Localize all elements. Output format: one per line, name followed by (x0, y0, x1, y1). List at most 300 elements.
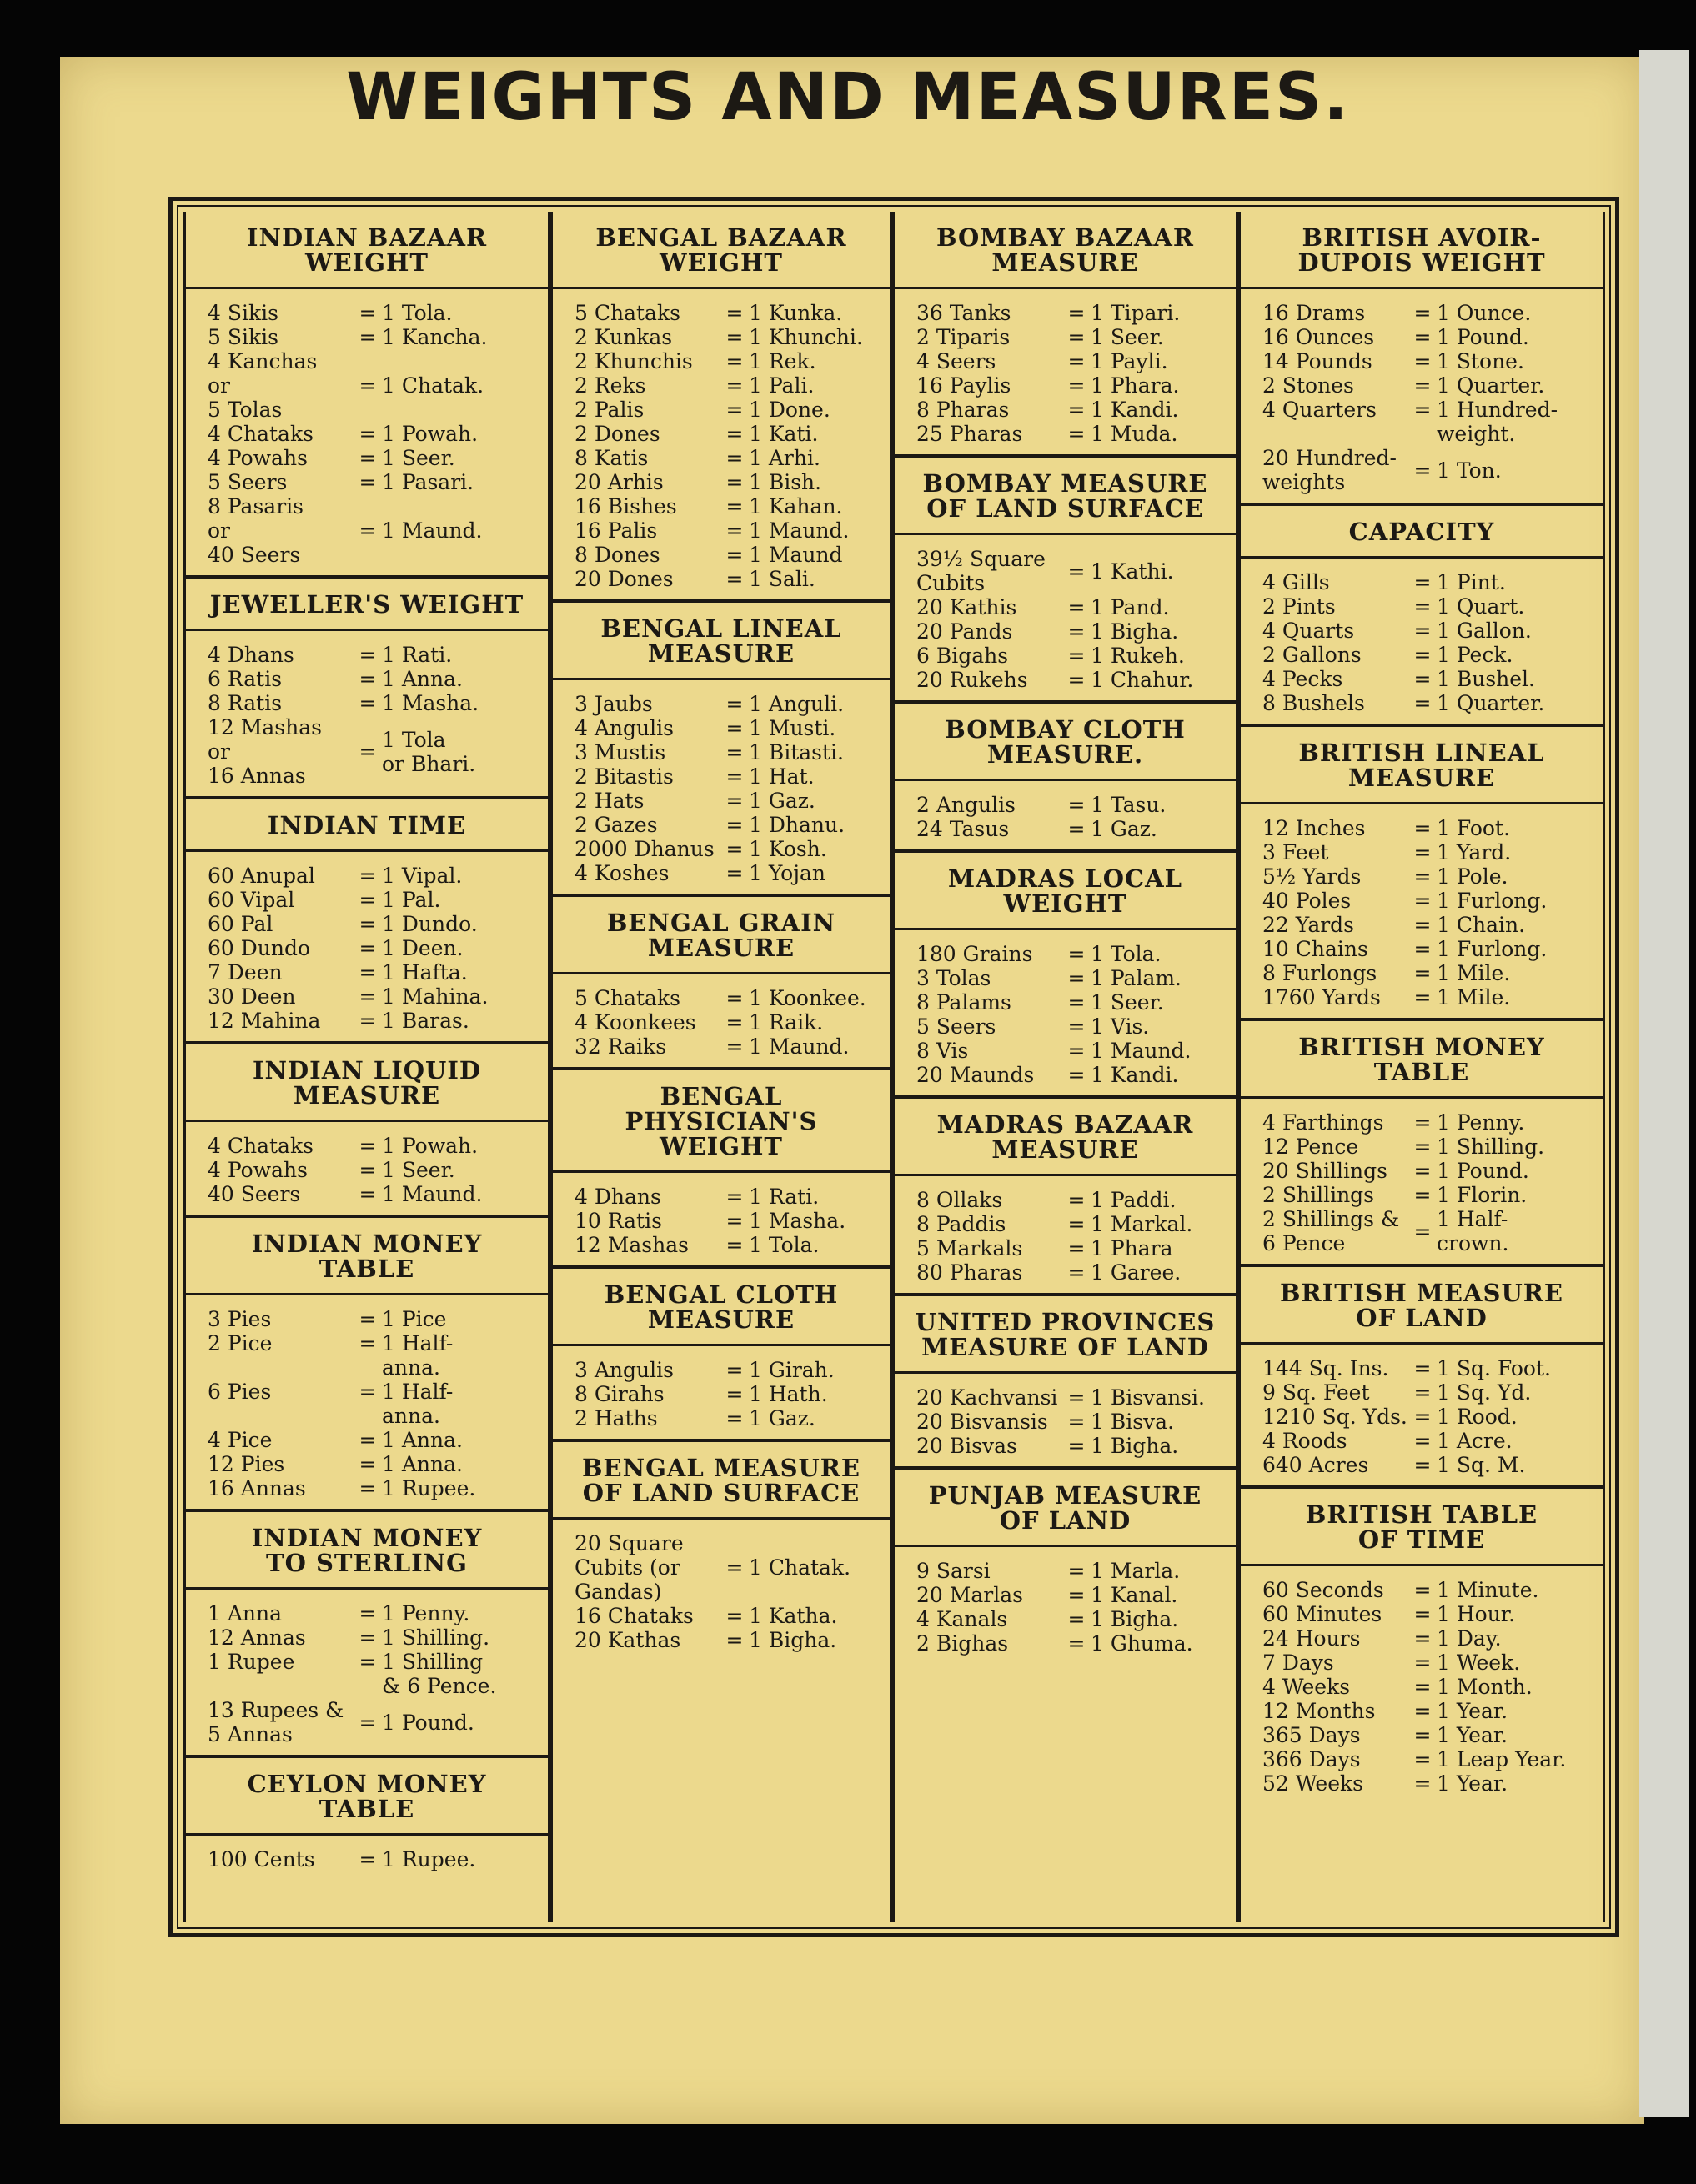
conversion-row (916, 817, 1227, 841)
section-title: BENGAL GRAIN MEASURE (553, 897, 890, 974)
unit-to: 1 Kandi. (1091, 398, 1179, 422)
unit-to: 1 Sq. M. (1437, 1453, 1526, 1477)
equals-sign: = (1067, 559, 1086, 584)
unit-from: 4 Chataks (208, 1134, 314, 1158)
unit-to: 1 Rupee. (382, 1847, 476, 1871)
unit-to: 1 Phara (1091, 1236, 1173, 1260)
section-title: MADRAS LOCAL WEIGHT (895, 853, 1236, 930)
conversion-row (1262, 985, 1594, 1009)
unit-from: 20 Pands (916, 619, 1013, 644)
unit-to: 1 Dhanu. (749, 813, 845, 837)
equals-sign: = (1413, 1159, 1432, 1183)
unit-to: 1 Quarter. (1437, 373, 1545, 398)
equals-sign: = (725, 446, 744, 470)
unit-to: 1 Year. (1437, 1723, 1508, 1747)
conversion-row (575, 1010, 881, 1034)
unit-to: 1 Year. (1437, 1771, 1508, 1796)
unit-from: 20 Kathas (575, 1628, 681, 1652)
unit-from: 2 Shillings (1262, 1183, 1374, 1207)
equals-sign: = (359, 301, 377, 325)
conversion-row (1262, 570, 1594, 594)
conversion-row (916, 619, 1227, 644)
equals-sign: = (359, 470, 377, 494)
unit-from: 2 Stones (1262, 373, 1354, 398)
unit-from: 7 Deen (208, 960, 283, 984)
conversion-row (916, 1260, 1227, 1285)
unit-to: 1 Gaz. (749, 789, 815, 813)
unit-from: 6 Pies (208, 1380, 272, 1404)
unit-from: 4 Quarts (1262, 619, 1355, 643)
conversion-row (1262, 1356, 1594, 1380)
conversion-row (575, 1604, 881, 1628)
unit-from: 2 Kunkas (575, 325, 673, 349)
equals-sign: = (725, 301, 744, 325)
unit-to: 1 Pound. (1437, 325, 1529, 349)
conversion-row (916, 1583, 1227, 1607)
unit-from: 4 Quarters (1262, 398, 1377, 422)
unit-from: 1760 Yards (1262, 985, 1381, 1009)
equals-sign: = (359, 1650, 377, 1674)
unit-to: 1 Bitasti. (749, 740, 844, 764)
equals-sign: = (1413, 1183, 1432, 1207)
conversion-row (208, 691, 539, 715)
unit-from: 7 Days (1262, 1651, 1334, 1675)
unit-to: 1 Maund. (1091, 1039, 1192, 1063)
unit-to: 1 Rati. (749, 1185, 820, 1209)
unit-from: 2 Pints (1262, 594, 1336, 619)
unit-from: 36 Tanks (916, 301, 1011, 325)
equals-sign: = (359, 912, 377, 936)
section-body (553, 974, 890, 1067)
unit-to: 1 Seer. (1091, 990, 1164, 1014)
section-title: INDIAN MONEY TO STERLING (186, 1512, 548, 1590)
conversion-row (575, 861, 881, 885)
unit-to: 1 Kandi. (1091, 1063, 1179, 1087)
conversion-row (208, 888, 539, 912)
unit-from: 4 Angulis (575, 716, 674, 740)
section-title: BOMBAY BAZAAR MEASURE (895, 212, 1236, 289)
unit-to: 1 Rood. (1437, 1405, 1518, 1429)
unit-from: 4 Roods (1262, 1429, 1347, 1453)
conversion-row (575, 349, 881, 373)
conversion-row (575, 567, 881, 591)
table-section (1241, 212, 1603, 506)
conversion-row (916, 966, 1227, 990)
equals-sign: = (359, 422, 377, 446)
equals-sign: = (359, 1476, 377, 1500)
table-section (553, 1269, 890, 1442)
unit-from: 8 Pharas (916, 398, 1010, 422)
conversion-row (208, 1182, 539, 1206)
conversion-row (916, 644, 1227, 668)
unit-from: 5 Chataks (575, 301, 680, 325)
unit-to: 1 Penny. (1437, 1110, 1525, 1135)
conversion-row (1262, 594, 1594, 619)
conversion-row (575, 398, 881, 422)
equals-sign: = (725, 837, 744, 861)
unit-from: 80 Pharas (916, 1260, 1023, 1285)
conversion-row (575, 692, 881, 716)
unit-from: 12 Pies (208, 1452, 285, 1476)
unit-to: 1 Sq. Yd. (1437, 1380, 1532, 1405)
unit-to: 1 Ounce. (1437, 301, 1532, 325)
unit-from: 5 Sikis (208, 325, 278, 349)
unit-from: 9 Sarsi (916, 1559, 991, 1583)
table-section (186, 579, 548, 799)
table-section (553, 603, 890, 897)
unit-to: 1 Marla. (1091, 1559, 1181, 1583)
equals-sign: = (359, 1134, 377, 1158)
equals-sign: = (725, 518, 744, 543)
equals-sign: = (359, 691, 377, 715)
unit-to: 1 Baras. (382, 1009, 469, 1033)
unit-from: 4 Powahs (208, 1158, 308, 1182)
equals-sign: = (359, 1380, 377, 1404)
unit-to: 1 Bushel. (1437, 667, 1535, 691)
unit-from: 20 Marlas (916, 1583, 1023, 1607)
section-title: JEWELLER'S WEIGHT (186, 579, 548, 631)
unit-from: 144 Sq. Ins. (1262, 1356, 1389, 1380)
unit-from: 13 Rupees & 5 Annas (208, 1698, 344, 1746)
conversion-row (575, 446, 881, 470)
equals-sign: = (359, 325, 377, 349)
unit-to: 1 Foot. (1437, 816, 1510, 840)
equals-sign: = (1067, 325, 1086, 349)
unit-from: 4 Sikis (208, 301, 278, 325)
unit-to: 1 Gaz. (749, 1406, 815, 1430)
unit-to: 1 Month. (1437, 1675, 1533, 1699)
equals-sign: = (725, 494, 744, 518)
unit-to: 1 Chatak. (749, 1555, 851, 1580)
equals-sign: = (1413, 1405, 1432, 1429)
equals-sign: = (1067, 1212, 1086, 1236)
conversion-row (575, 813, 881, 837)
equals-sign: = (725, 1185, 744, 1209)
unit-to: 1 Hat. (749, 764, 815, 789)
unit-to: 1 Tasu. (1091, 793, 1167, 817)
unit-to: 1 Powah. (382, 1134, 479, 1158)
equals-sign: = (359, 1182, 377, 1206)
unit-from: 2 Bighas (916, 1631, 1009, 1656)
equals-sign: = (359, 936, 377, 960)
conversion-row (916, 1385, 1227, 1410)
unit-from: 12 Inches (1262, 816, 1366, 840)
equals-sign: = (359, 643, 377, 667)
table-section (895, 1470, 1236, 1664)
unit-to: 1 Leap Year. (1437, 1747, 1567, 1771)
unit-from: 20 Hundred- weights (1262, 446, 1397, 494)
conversion-row (916, 1236, 1227, 1260)
unit-from: 4 Farthings (1262, 1110, 1384, 1135)
equals-sign: = (725, 422, 744, 446)
unit-to: 1 Tola. (1091, 942, 1162, 966)
unit-from: 16 Bishes (575, 494, 677, 518)
unit-from: 8 Paddis (916, 1212, 1006, 1236)
unit-to: 1 Bish. (749, 470, 822, 494)
table-section (1241, 1021, 1603, 1267)
conversion-row (916, 595, 1227, 619)
unit-from: 4 Dhans (208, 643, 294, 667)
unit-from: 20 Kathis (916, 595, 1017, 619)
unit-from: 20 Shillings (1262, 1159, 1387, 1183)
unit-from: 180 Grains (916, 942, 1033, 966)
unit-to: 1 Half- anna. (382, 1331, 454, 1380)
conversion-row (1262, 961, 1594, 985)
section-title: BENGAL MEASURE OF LAND SURFACE (553, 1442, 890, 1520)
conversion-row (208, 960, 539, 984)
unit-from: 3 Mustis (575, 740, 666, 764)
unit-to: 1 Pound. (1437, 1159, 1529, 1183)
section-title: MADRAS BAZAAR MEASURE (895, 1099, 1236, 1176)
unit-from: 60 Anupal (208, 864, 315, 888)
equals-sign: = (1413, 349, 1432, 373)
conversion-row (916, 990, 1227, 1014)
equals-sign: = (1413, 325, 1432, 349)
unit-from: 2 Khunchis (575, 349, 693, 373)
conversion-row (575, 325, 881, 349)
table-section (1241, 506, 1603, 727)
unit-to: 1 Musti. (749, 716, 836, 740)
equals-sign: = (1067, 373, 1086, 398)
conversion-row (575, 1406, 881, 1430)
section-body (1241, 804, 1603, 1018)
equals-sign: = (725, 1555, 744, 1580)
unit-from: 52 Weeks (1262, 1771, 1363, 1796)
conversion-row (1262, 349, 1594, 373)
conversion-row (1262, 913, 1594, 937)
conversion-row (208, 1158, 539, 1182)
unit-to: 1 Pice (382, 1307, 447, 1331)
conversion-row (575, 1233, 881, 1257)
unit-from: 8 Ratis (208, 691, 283, 715)
unit-to: 1 Pole. (1437, 864, 1508, 889)
conversion-row (1262, 816, 1594, 840)
section-body (186, 1590, 548, 1755)
conversion-row (1262, 373, 1594, 398)
unit-from: 8 Palams (916, 990, 1011, 1014)
conversion-row (1262, 667, 1594, 691)
conversion-row (916, 1631, 1227, 1656)
unit-from: 60 Seconds (1262, 1578, 1384, 1602)
conversion-row (575, 470, 881, 494)
equals-sign: = (359, 888, 377, 912)
unit-to: 1 Koonkee. (749, 986, 866, 1010)
unit-to: 1 Girah. (749, 1358, 835, 1382)
conversion-row (575, 373, 881, 398)
equals-sign: = (1413, 913, 1432, 937)
conversion-row (208, 936, 539, 960)
section-title: BOMBAY CLOTH MEASURE. (895, 704, 1236, 781)
unit-to: 1 Day. (1437, 1626, 1502, 1651)
unit-from: 365 Days (1262, 1723, 1361, 1747)
unit-from: 5½ Yards (1262, 864, 1362, 889)
unit-from: 3 Pies (208, 1307, 272, 1331)
conversion-row (1262, 1135, 1594, 1159)
conversion-row (208, 643, 539, 667)
conversion-row (1262, 1699, 1594, 1723)
unit-to: 1 Minute. (1437, 1578, 1539, 1602)
equals-sign: = (725, 398, 744, 422)
unit-to: 1 Furlong. (1437, 889, 1548, 913)
equals-sign: = (1067, 1631, 1086, 1656)
unit-from: 4 Powahs (208, 446, 308, 470)
equals-sign: = (725, 789, 744, 813)
equals-sign: = (725, 1233, 744, 1257)
section-title: CEYLON MONEY TABLE (186, 1758, 548, 1836)
conversion-row (1262, 1578, 1594, 1602)
equals-sign: = (1413, 1453, 1432, 1477)
conversion-row (208, 1380, 539, 1428)
conversion-row (575, 543, 881, 567)
equals-sign: = (359, 1307, 377, 1331)
equals-sign: = (1067, 595, 1086, 619)
conversion-row (1262, 446, 1594, 494)
unit-from: 2 Shillings & 6 Pence (1262, 1207, 1400, 1255)
section-title: BENGAL BAZAAR WEIGHT (553, 212, 890, 289)
conversion-row (208, 1698, 539, 1746)
unit-from: 12 Months (1262, 1699, 1376, 1723)
unit-to: 1 Gallon. (1437, 619, 1532, 643)
section-body (1241, 1345, 1603, 1485)
unit-from: 8 Vis (916, 1039, 969, 1063)
unit-from: 12 Pence (1262, 1135, 1359, 1159)
equals-sign: = (1067, 793, 1086, 817)
conversion-row (208, 422, 539, 446)
unit-from: 3 Tolas (916, 966, 991, 990)
equals-sign: = (1413, 1429, 1432, 1453)
unit-from: 2 Angulis (916, 793, 1016, 817)
unit-to: 1 Penny. (382, 1601, 470, 1625)
unit-to: 1 Pint. (1437, 570, 1506, 594)
equals-sign: = (1067, 1260, 1086, 1285)
unit-from: 60 Vipal (208, 888, 295, 912)
column-1 (183, 212, 550, 1922)
conversion-row (1262, 325, 1594, 349)
table-section (186, 799, 548, 1044)
equals-sign: = (1067, 1434, 1086, 1458)
table-section (186, 1758, 548, 1880)
conversion-row (1262, 889, 1594, 913)
equals-sign: = (1413, 1135, 1432, 1159)
unit-to: 1 Pal. (382, 888, 441, 912)
equals-sign: = (1067, 644, 1086, 668)
equals-sign: = (1413, 816, 1432, 840)
unit-to: 1 Pasari. (382, 470, 474, 494)
conversion-row (1262, 1747, 1594, 1771)
unit-to: 1 Acre. (1437, 1429, 1513, 1453)
unit-from: 16 Chataks (575, 1604, 694, 1628)
equals-sign: = (1413, 691, 1432, 715)
equals-sign: = (359, 1601, 377, 1625)
table-section (895, 853, 1236, 1099)
column-3 (892, 212, 1238, 1922)
unit-from: 16 Annas (208, 1476, 306, 1500)
paper-edge (1639, 50, 1689, 2117)
conversion-row (916, 1212, 1227, 1236)
table-section (895, 458, 1236, 704)
conversion-row (575, 1034, 881, 1059)
unit-to: 1 Vipal. (382, 864, 463, 888)
equals-sign: = (725, 1034, 744, 1059)
unit-from: 1210 Sq. Yds. (1262, 1405, 1407, 1429)
unit-from: 640 Acres (1262, 1453, 1369, 1477)
conversion-row (575, 1382, 881, 1406)
unit-to: 1 Stone. (1437, 349, 1524, 373)
section-title: INDIAN BAZAAR WEIGHT (186, 212, 548, 289)
unit-to: 1 Kahan. (749, 494, 843, 518)
conversion-row (208, 494, 539, 567)
equals-sign: = (1067, 1385, 1086, 1410)
unit-from: 2 Hats (575, 789, 645, 813)
unit-from: 3 Jaubs (575, 692, 653, 716)
section-body (186, 852, 548, 1041)
unit-from: 2 Bitastis (575, 764, 674, 789)
equals-sign: = (359, 1847, 377, 1871)
equals-sign: = (1413, 398, 1432, 422)
unit-to: 1 Masha. (382, 691, 479, 715)
conversion-row (1262, 1183, 1594, 1207)
equals-sign: = (1413, 961, 1432, 985)
unit-from: 6 Bigahs (916, 644, 1009, 668)
unit-from: 2 Tiparis (916, 325, 1011, 349)
unit-to: 1 Muda. (1091, 422, 1178, 446)
unit-to: 1 Bigha. (1091, 1434, 1179, 1458)
equals-sign: = (359, 1625, 377, 1650)
unit-to: 1 Bigha. (1091, 619, 1179, 644)
equals-sign: = (725, 740, 744, 764)
conversion-row (1262, 1651, 1594, 1675)
unit-from: 32 Raiks (575, 1034, 667, 1059)
unit-from: 60 Pal (208, 912, 273, 936)
equals-sign: = (1067, 1236, 1086, 1260)
equals-sign: = (1067, 1607, 1086, 1631)
unit-to: 1 Quarter. (1437, 691, 1545, 715)
unit-to: 1 Mile. (1437, 985, 1511, 1009)
unit-from: 4 Pice (208, 1428, 273, 1452)
equals-sign: = (359, 518, 377, 543)
unit-to: 1 Anna. (382, 1452, 463, 1476)
unit-from: 39½ Square Cubits (916, 547, 1046, 595)
section-body (895, 289, 1236, 454)
unit-to: 1 Anna. (382, 1428, 463, 1452)
conversion-row (208, 325, 539, 349)
conversion-row (1262, 840, 1594, 864)
table-section (186, 1512, 548, 1758)
unit-to: 1 Tola. (749, 1233, 820, 1257)
unit-to: 1 Pound. (382, 1710, 474, 1735)
conversion-row (208, 1331, 539, 1380)
unit-to: 1 Rukeh. (1091, 644, 1185, 668)
equals-sign: = (359, 864, 377, 888)
conversion-row (208, 715, 539, 788)
unit-from: 60 Dundo (208, 936, 311, 960)
unit-to: 1 Hafta. (382, 960, 468, 984)
equals-sign: = (1413, 1380, 1432, 1405)
section-body (1241, 559, 1603, 724)
unit-from: 4 Kanals (916, 1607, 1008, 1631)
section-title: BRITISH LINEAL MEASURE (1241, 727, 1603, 804)
conversion-row (575, 1209, 881, 1233)
equals-sign: = (725, 1604, 744, 1628)
conversion-row (916, 942, 1227, 966)
section-body (895, 1374, 1236, 1466)
conversion-row (1262, 1771, 1594, 1796)
unit-to: 1 Yard. (1437, 840, 1512, 864)
conversion-row (916, 301, 1227, 325)
unit-to: 1 Seer. (382, 446, 455, 470)
conversion-row (916, 373, 1227, 398)
unit-to: 1 Seer. (1091, 325, 1164, 349)
